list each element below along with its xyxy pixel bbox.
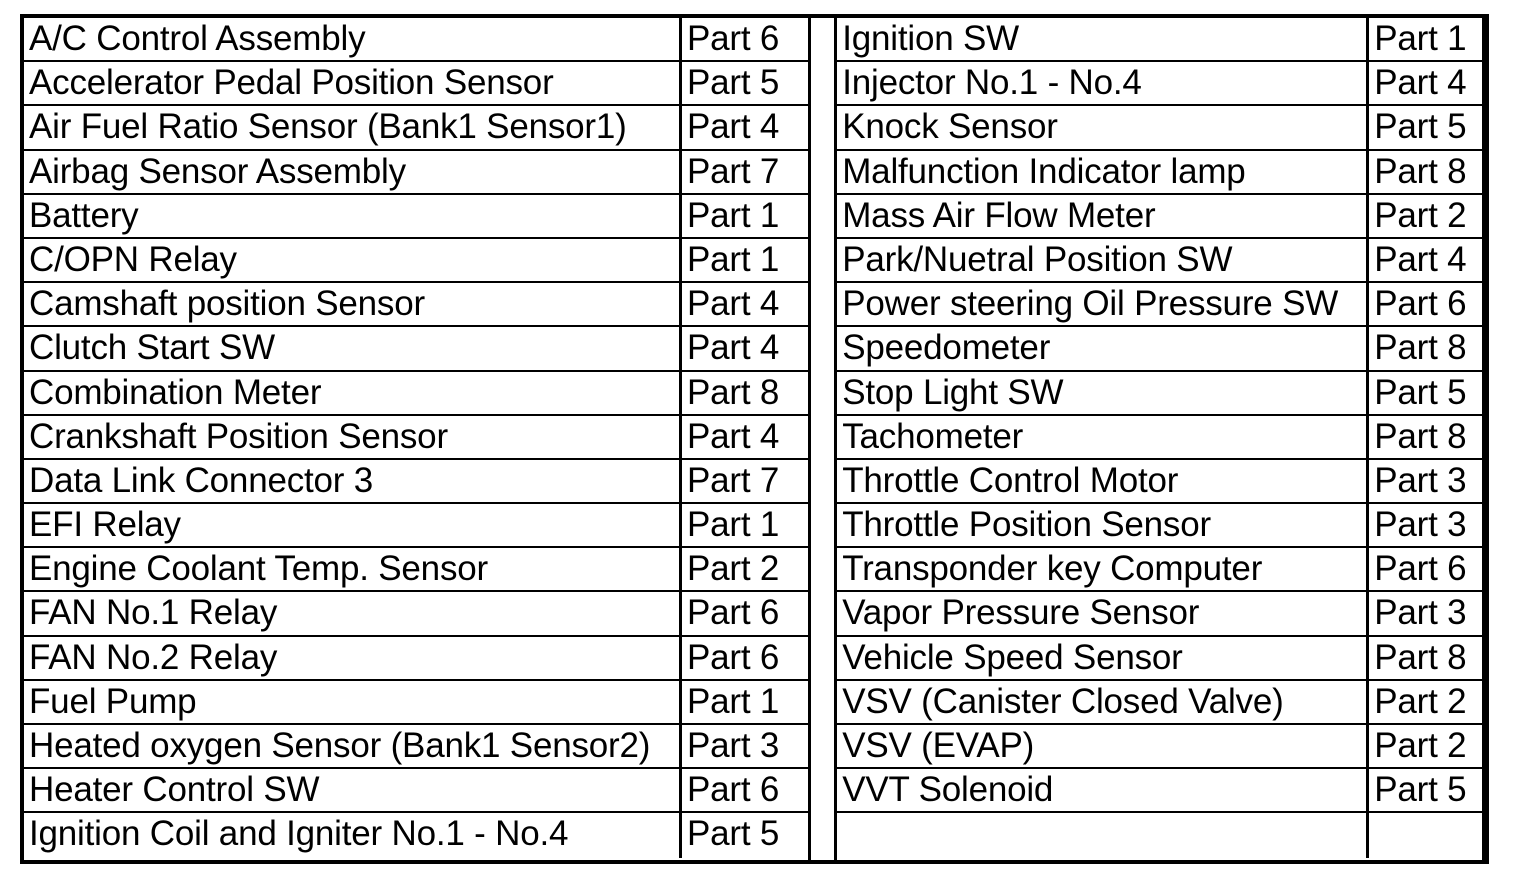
component-name-cell: VSV (Canister Closed Valve) (837, 681, 1369, 723)
right-table-column (837, 18, 1485, 860)
table-row (24, 460, 808, 504)
table-row (24, 416, 808, 460)
component-name-cell: FAN No.2 Relay (24, 637, 682, 679)
component-name-cell: Vapor Pressure Sensor (837, 592, 1369, 634)
part-number-cell: Part 6 (687, 593, 780, 633)
component-name-cell: Air Fuel Ratio Sensor (Bank1 Sensor1) (24, 106, 682, 148)
part-number-cell: Part 2 (1374, 726, 1467, 765)
left-table-column (24, 18, 811, 860)
part-number-cell: Part 8 (687, 372, 780, 412)
table-row (24, 769, 808, 813)
part-number-cell: Part 5 (1374, 372, 1467, 412)
table-row (24, 195, 808, 239)
part-number-cell (1369, 813, 1481, 857)
part-number-cell: Part 6 (687, 19, 780, 58)
table-row (837, 151, 1482, 195)
part-number-cell: Part 1 (687, 681, 780, 721)
table-row (24, 681, 808, 725)
component-name-cell: Airbag Sensor Assembly (24, 151, 682, 193)
part-number-cell: Part 1 (687, 195, 780, 235)
part-number-cell: Part 3 (687, 726, 780, 765)
part-number-cell: Part 4 (687, 416, 780, 456)
component-name-cell: FAN No.1 Relay (24, 592, 682, 634)
component-name-cell: C/OPN Relay (24, 239, 682, 281)
table-row (837, 813, 1482, 857)
table-row (24, 327, 808, 371)
table-row (837, 283, 1482, 327)
component-name-cell: Stop Light SW (837, 372, 1369, 414)
part-number-cell: Part 8 (1374, 328, 1467, 368)
table-row (24, 504, 808, 548)
part-number-cell: Part 4 (687, 328, 780, 368)
part-number-cell: Part 3 (1374, 505, 1467, 545)
table-row (837, 106, 1482, 150)
component-name-cell: Engine Coolant Temp. Sensor (24, 548, 682, 590)
table-row (24, 18, 808, 62)
part-number-cell: Part 8 (1374, 637, 1467, 677)
part-number-cell: Part 1 (1374, 19, 1467, 58)
table-row (24, 106, 808, 150)
table-row (24, 592, 808, 636)
table-row (837, 372, 1482, 416)
component-name-cell: Injector No.1 - No.4 (837, 62, 1369, 104)
table-row (24, 62, 808, 106)
component-name-cell: Throttle Position Sensor (837, 504, 1369, 546)
part-number-cell: Part 3 (1374, 460, 1467, 500)
table-row (837, 460, 1482, 504)
component-name-cell: VVT Solenoid (837, 769, 1369, 811)
part-number-cell: Part 4 (687, 284, 780, 324)
component-index-table (20, 14, 1489, 864)
component-name-cell: Knock Sensor (837, 106, 1369, 148)
component-name-cell: Clutch Start SW (24, 327, 682, 369)
part-number-cell: Part 7 (687, 151, 780, 191)
component-name-cell: Throttle Control Motor (837, 460, 1369, 502)
component-name-cell: A/C Control Assembly (24, 18, 682, 60)
table-row (24, 283, 808, 327)
table-row (837, 18, 1482, 62)
part-number-cell: Part 5 (1374, 107, 1467, 147)
part-number-cell: Part 1 (687, 239, 780, 279)
table-row (24, 813, 808, 857)
part-number-cell: Part 1 (687, 505, 780, 545)
table-row (24, 151, 808, 195)
component-name-cell: Power steering Oil Pressure SW (837, 283, 1369, 325)
component-name-cell: Vehicle Speed Sensor (837, 637, 1369, 679)
component-name-cell: Ignition Coil and Igniter No.1 - No.4 (24, 813, 682, 857)
table-row (837, 769, 1482, 813)
part-number-cell: Part 4 (687, 107, 780, 147)
part-number-cell: Part 2 (1374, 681, 1467, 721)
component-name-cell: Camshaft position Sensor (24, 283, 682, 325)
component-name-cell: Data Link Connector 3 (24, 460, 682, 502)
part-number-cell: Part 4 (1374, 63, 1467, 103)
component-name-cell: Heater Control SW (24, 769, 682, 811)
table-row (837, 504, 1482, 548)
part-number-cell: Part 2 (1374, 195, 1467, 235)
part-number-cell: Part 6 (1374, 549, 1467, 589)
table-row (837, 592, 1482, 636)
part-number-cell: Part 6 (687, 637, 780, 677)
table-row (24, 372, 808, 416)
part-number-cell: Part 3 (1374, 593, 1467, 633)
part-number-cell: Part 6 (1374, 284, 1467, 324)
part-number-cell: Part 4 (1374, 239, 1467, 279)
table-row (837, 637, 1482, 681)
component-name-cell: Accelerator Pedal Position Sensor (24, 62, 682, 104)
table-row (837, 62, 1482, 106)
component-name-cell: Heated oxygen Sensor (Bank1 Sensor2) (24, 725, 682, 767)
component-name-cell: Battery (24, 195, 682, 237)
component-name-cell: Crankshaft Position Sensor (24, 416, 682, 458)
component-name-cell: Ignition SW (837, 18, 1369, 60)
component-name-cell (837, 813, 1369, 857)
component-name-cell: Mass Air Flow Meter (837, 195, 1369, 237)
component-name-cell: EFI Relay (24, 504, 682, 546)
table-row (837, 548, 1482, 592)
table-row (24, 725, 808, 769)
table-row (837, 239, 1482, 283)
table-row (24, 637, 808, 681)
part-number-cell: Part 6 (687, 770, 780, 810)
part-number-cell: Part 8 (1374, 416, 1467, 456)
component-name-cell: Speedometer (837, 327, 1369, 369)
table-row (837, 725, 1482, 769)
component-name-cell: Malfunction Indicator lamp (837, 151, 1369, 193)
component-name-cell: Tachometer (837, 416, 1369, 458)
component-name-cell: Park/Nuetral Position SW (837, 239, 1369, 281)
part-number-cell: Part 5 (687, 63, 780, 103)
table-row (837, 195, 1482, 239)
table-row (24, 239, 808, 283)
part-number-cell: Part 5 (687, 814, 780, 854)
part-number-cell: Part 5 (1374, 770, 1467, 810)
part-number-cell: Part 7 (687, 460, 780, 500)
component-name-cell: Fuel Pump (24, 681, 682, 723)
part-number-cell: Part 8 (1374, 151, 1467, 191)
component-name-cell: VSV (EVAP) (837, 725, 1369, 767)
part-number-cell: Part 2 (687, 549, 780, 589)
component-name-cell: Transponder key Computer (837, 548, 1369, 590)
table-row (837, 416, 1482, 460)
table-row (837, 681, 1482, 725)
table-row (24, 548, 808, 592)
table-row (837, 327, 1482, 371)
column-separator (811, 18, 837, 860)
component-name-cell: Combination Meter (24, 372, 682, 414)
